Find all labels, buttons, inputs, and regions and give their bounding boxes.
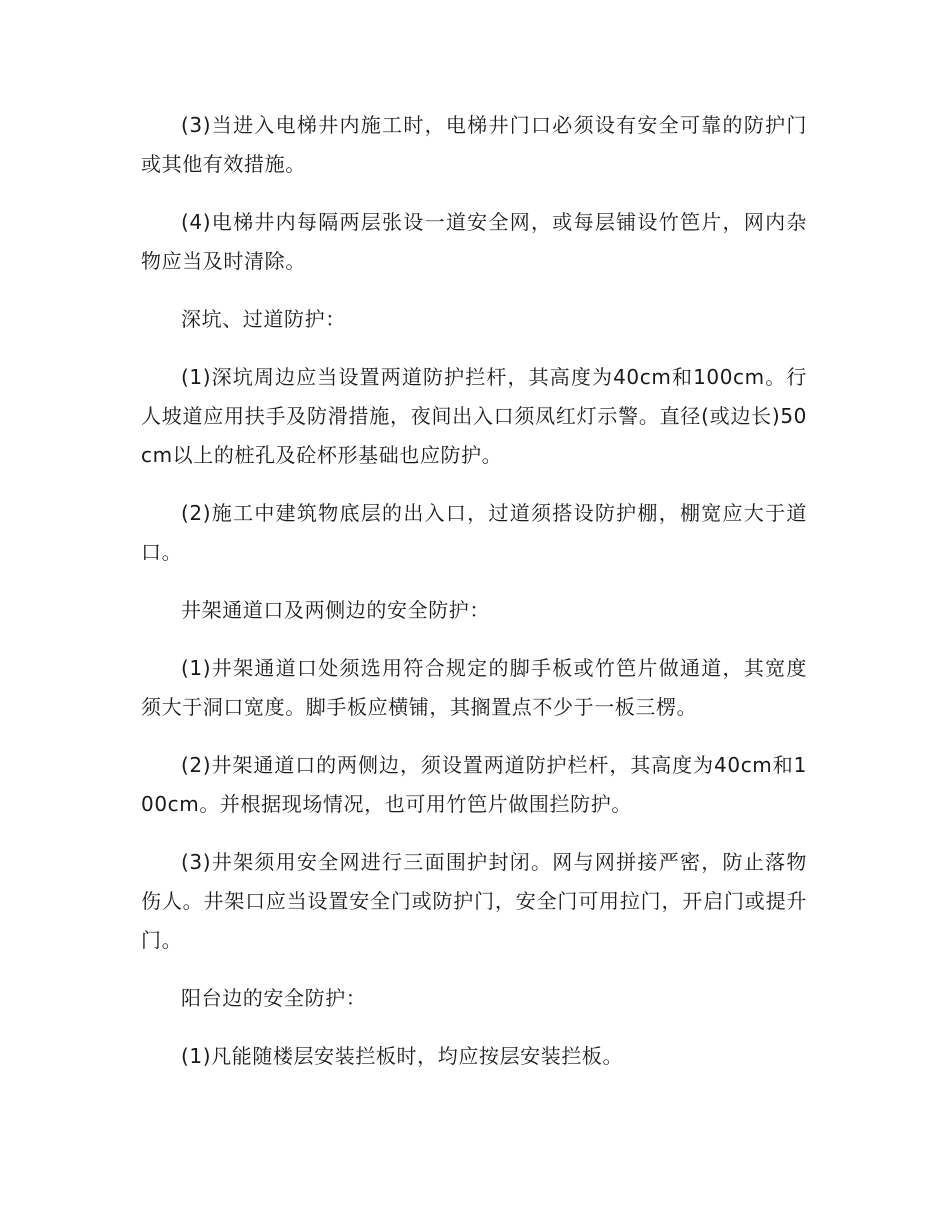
paragraph-balcony-panel: (1)凡能随楼层安装拦板时，均应按层安装拦板。	[181, 1044, 624, 1068]
paragraph-elevator-shaft-door: (3)当进入电梯井内施工时，电梯井门口必须设有安全可靠的防护门或其他有效措施。	[141, 113, 807, 176]
paragraph-hoist-side-railing: (2)井架通道口的两侧边，须设置两道防护栏杆，其高度为40cm和100cm。并根据现场情况，也可用竹笆片做围拦防护。	[141, 753, 807, 816]
section-heading-balcony: 阳台边的安全防护：	[181, 986, 367, 1010]
document-body	[141, 106, 807, 1095]
paragraph-pit-railing: (1)深坑周边应当设置两道防护拦杆，其高度为40cm和100cm。行人坡道应用扶手及防滑措施，夜间出入口须凤红灯示警。直径(或边长)50cm以上的桩孔及砼杯形基础也应防护。	[141, 365, 807, 467]
section-heading-hoist-passage: 井架通道口及两侧边的安全防护：	[181, 598, 490, 622]
paragraph-hoist-walkway: (1)井架通道口处须选用符合规定的脚手板或竹笆片做通道，其宽度须大于洞口宽度。脚手板应横铺，其搁置点不少于一板三楞。	[141, 656, 807, 719]
section-heading-pit-passage: 深坑、过道防护：	[181, 307, 346, 331]
paragraph-passage-shed: (2)施工中建筑物底层的出入口，过道须搭设防护棚，棚宽应大于道口。	[141, 501, 807, 564]
paragraph-hoist-net-enclosure: (3)井架须用安全网进行三面围护封闭。网与网拼接严密，防止落物伤人。井架口应当设置安全门或防护门，安全门可用拉门，开启门或提升门。	[141, 850, 807, 952]
paragraph-elevator-shaft-net: (4)电梯井内每隔两层张设一道安全网，或每层铺设竹笆片，网内杂物应当及时清除。	[141, 210, 807, 273]
